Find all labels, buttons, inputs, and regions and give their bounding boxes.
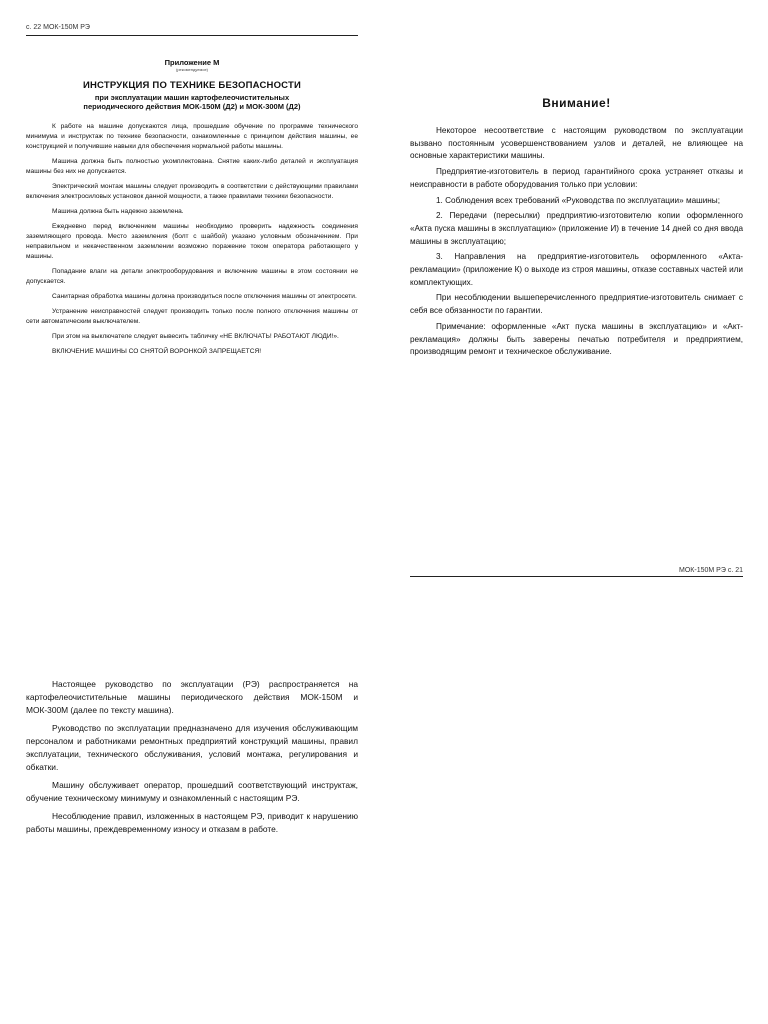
safety-instruction-subtitle-2: периодического действия МОК-150М (Д2) и МОК-300М (Д2) — [83, 102, 301, 111]
paragraph: 3. Направления на предприятие-изготовитель оформленного «Акта-рекламации» (приложение К) о выходе из строя машины, отказе составных частей или комплектующих. — [410, 252, 743, 287]
attention-title: Внимание! — [542, 96, 611, 110]
paragraph: Несоблюдение правил, изложенных в настоящем РЭ, приводит к нарушению работы машины, преждевременному износу и отказам в работе. — [26, 811, 358, 834]
paragraph: Электрический монтаж машины следует производить в соответствии с действующими правилами включения электросиловых установок данной мощности, а также правилами техники безопасности. — [26, 183, 358, 200]
paragraph: Санитарная обработка машины должна производиться после отключения машины от электросети. — [52, 293, 357, 300]
paragraph: Примечание: оформленные «Акт пуска машины в эксплуатацию» и «Акт-рекламация» должны быть заверены печатью потребителя и предприятием, производящим ремонт и техническое обслуживание. — [410, 321, 743, 357]
attention-body — [410, 125, 743, 362]
paragraph-warning: ВКЛЮЧЕНИЕ МАШИНЫ СО СНЯТОЙ ВОРОНКОЙ ЗАПРЕЩАЕТСЯ! — [52, 348, 262, 355]
paragraph: Устранение неисправностей следует производить только после полного отключения машины от сети автоматическим выключателем. — [26, 308, 358, 325]
paragraph: К работе на машине допускаются лица, прошедшие обучение по программе технического минимума и инструктаж по технике безопасности, ознакомленные с принципом действия машины, ее конструкцией и получившие навыки для обеспечения нормальной работы машины. — [26, 123, 358, 150]
paragraph: Ежедневно перед включением машины необходимо проверить надежность соединения заземляющего провода. Место заземления (болт с шайбой) указано условным обозначением. При неправильном и некачественном заземлении возможно поражение током оператора работающего у машины. — [26, 223, 358, 260]
paragraph: При этом на выключателе следует вывесить табличку «НЕ ВКЛЮЧАТЬ! РАБОТАЮТ ЛЮДИ!». — [52, 333, 339, 340]
footer-divider-right — [410, 576, 743, 577]
page-header-left: с. 22 МОК-150М РЭ — [26, 24, 90, 31]
paragraph: При несоблюдении вышеперечисленного предприятие-изготовитель снимает с себя все обязанности по гарантии. — [410, 293, 743, 316]
safety-instruction-subtitle-1: при эксплуатации машин картофелеочистительных — [94, 93, 290, 102]
paragraph: Некоторое несоответствие с настоящим руководством по эксплуатации вызвано постоянным усовершенствованием узлов и деталей, не влияющее на основные характеристики машины. — [410, 126, 743, 161]
page-footer-right: МОК-150М РЭ с. 21 — [679, 567, 743, 574]
paragraph: Машину обслуживает оператор, прошедший соответствующий инструктаж, обучение техническому минимуму и ознакомленный с настоящим РЭ. — [26, 780, 358, 803]
paragraph: Руководство по эксплуатации предназначено для изучения обслуживающим персоналом и работниками ремонтных предприятий конструкций машины, правил эксплуатации, технического обслуживания, условий монтажа, регулирования и обкатки. — [26, 723, 358, 772]
safety-instruction-body — [26, 122, 358, 362]
intro-body — [26, 678, 358, 841]
appendix-label: Приложение М — [164, 58, 220, 67]
paragraph: Предприятие-изготовитель в период гарантийного срока устраняет отказы и неисправности в работе оборудования только при условии: — [410, 167, 743, 189]
safety-instruction-title: ИНСТРУКЦИЯ ПО ТЕХНИКЕ БЕЗОПАСНОСТИ — [82, 80, 302, 91]
paragraph: 1. Соблюдения всех требований «Руководства по эксплуатации» машины; — [436, 195, 720, 205]
header-divider-left — [26, 35, 358, 36]
paragraph: Настоящее руководство по эксплуатации (РЭ) распространяется на картофелеочистительные машины периодического действия МОК-150М и МОК-300М (далее по тексту машина). — [26, 679, 358, 715]
paragraph: 2. Передачи (пересылки) предприятию-изготовителю копии оформленного «Акта пуска машины в эксплуатацию» (приложение И) в течение 14 дней со дня ввода машины в эксплуатацию; — [410, 211, 743, 246]
paragraph: Машина должна быть полностью укомплектована. Снятие каких-либо деталей и эксплуатация машины без них не допускается. — [26, 158, 358, 175]
paragraph: Машина должна быть надежно заземлена. — [52, 208, 184, 215]
appendix-note: (рекомендуемое) — [175, 67, 209, 72]
paragraph: Попадание влаги на детали электрооборудования и включение машины в этом состоянии не допускается. — [26, 268, 358, 285]
